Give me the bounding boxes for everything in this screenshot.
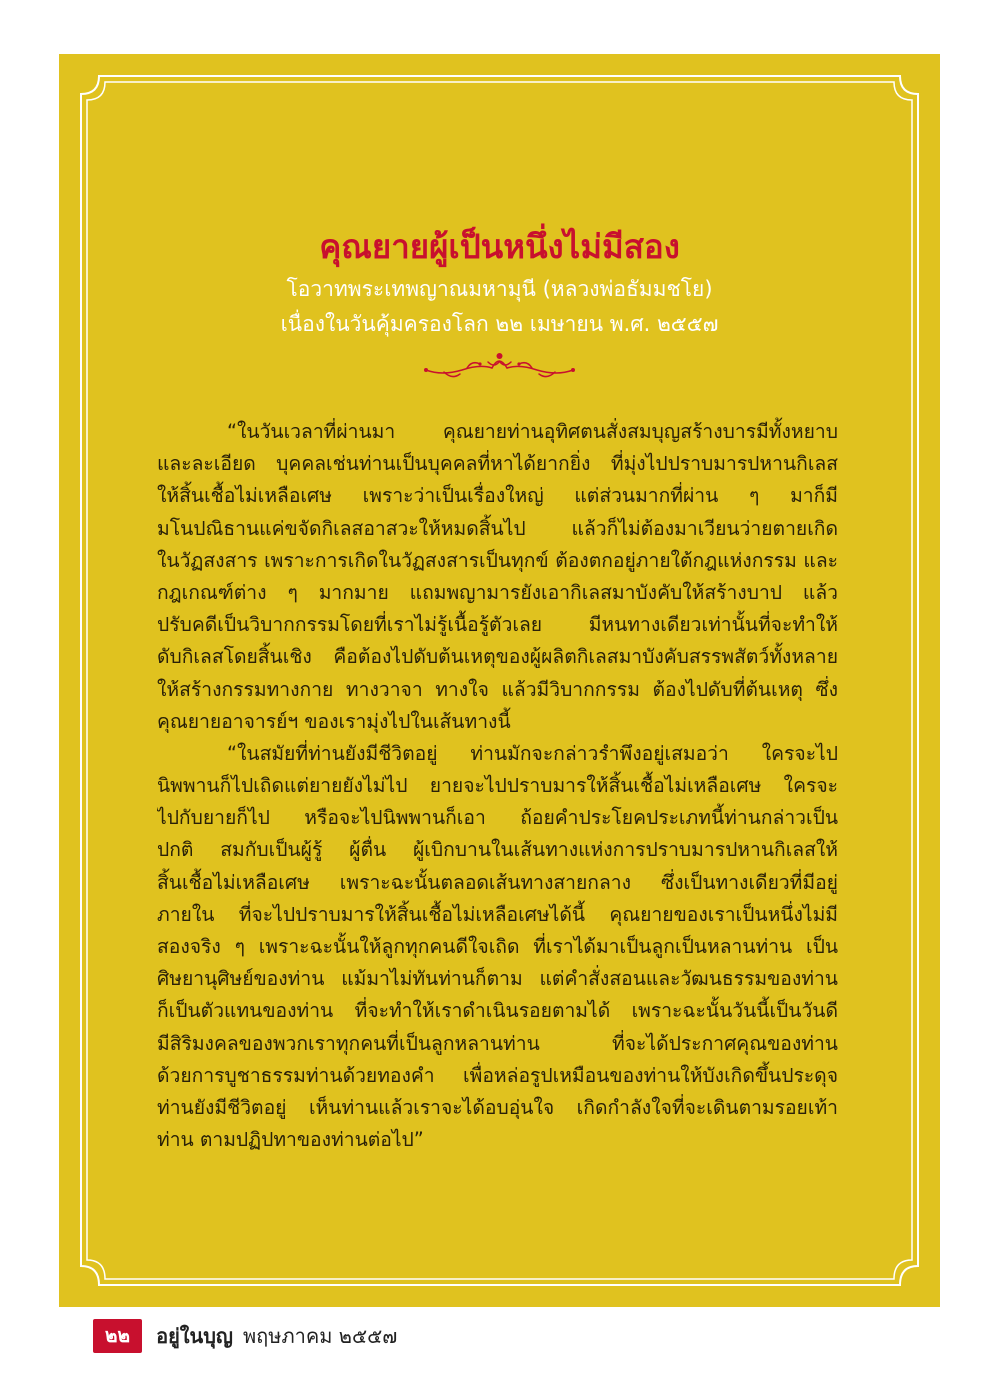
article-title: คุณยายผู้เป็นหนึ่งไม่มีสอง — [319, 227, 680, 266]
body-line: สองจริง ๆ เพราะฉะนั้นให้ลูกทุกคนดีใจเถิด ที่เราได้มาเป็นลูกเป็นหลานท่าน เป็น — [157, 935, 838, 958]
issue-date: พฤษภาคม ๒๕๕๗ — [242, 1324, 398, 1348]
magazine-name: อยู่ในบุญ — [156, 1324, 233, 1348]
article-subtitle-occasion: เนื่องในวันคุ้มครองโลก ๒๒ เมษายน พ.ศ. ๒๕๕๗ — [280, 312, 719, 336]
body-line: คุณยายอาจารย์ฯ ของเรามุ่งไปในเส้นทางนี้ — [157, 709, 511, 733]
body-line: ไปกับยายก็ไป หรือจะไปนิพพานก็เอา ถ้อยคำประโยคประเภทนี้ท่านกล่าวเป็น — [157, 806, 838, 830]
body-line: ท่าน ตามปฏิปทาของท่านต่อไป” — [157, 1128, 424, 1152]
body-line: กฎเกณฑ์ต่าง ๆ มากมาย แถมพญามารยังเอากิเลสมาบังคับให้สร้างบาป แล้ว — [157, 580, 838, 604]
body-line: ในวัฏสงสาร เพราะการเกิดในวัฏสงสารเป็นทุกข์ ต้องตกอยู่ภายใต้กฎแห่งกรรม และ — [157, 548, 838, 572]
body-line: ด้วยการบูชาธรรมท่านด้วยทองคำ เพื่อหล่อรูปเหมือนของท่านให้บังเกิดขึ้นประดุจ — [157, 1063, 838, 1087]
body-line: ศิษยานุศิษย์ของท่าน แม้มาไม่ทันท่านก็ตาม แต่คำสั่งสอนและวัฒนธรรมของท่าน — [157, 967, 838, 991]
body-line: “ในสมัยที่ท่านยังมีชีวิตอยู่ ท่านมักจะกล่าวรำพึงอยู่เสมอว่า ใครจะไป — [227, 741, 838, 765]
body-line: ภายใน ที่จะไปปราบมารให้สิ้นเชื้อไม่เหลือเศษได้นี้ คุณยายของเราเป็นหนึ่งไม่มี — [157, 902, 838, 926]
body-line: ก็เป็นตัวแทนของท่าน ที่จะทำให้เราดำเนินรอยตามได้ เพราะฉะนั้นวันนี้เป็นวันดี — [157, 999, 838, 1023]
article-body — [157, 416, 838, 1156]
body-line: ดับกิเลสโดยสิ้นเชิง คือต้องไปดับต้นเหตุของผู้ผลิตกิเลสมาบังคับสรรพสัตว์ทั้งหลาย — [157, 645, 838, 669]
page-footer — [93, 1322, 397, 1350]
body-line: ท่านยังมีชีวิตอยู่ เห็นท่านแล้วเราจะได้อบอุ่นใจ เกิดกำลังใจที่จะเดินตามรอยเท้า — [157, 1095, 838, 1119]
body-line: นิพพานก็ไปเถิดแต่ยายยังไม่ไป ยายจะไปปราบมารให้สิ้นเชื้อไม่เหลือเศษ ใครจะ — [157, 774, 838, 798]
article-subtitle-author: โอวาทพระเทพญาณมหามุนี (หลวงพ่อธัมมชโย) — [286, 277, 713, 301]
body-line: “ในวันเวลาที่ผ่านมา คุณยายท่านอุทิศตนสั่งสมบุญสร้างบารมีทั้งหยาบ — [227, 420, 838, 443]
body-line: ปกติ สมกับเป็นผู้รู้ ผู้ตื่น ผู้เบิกบานในเส้นทางแห่งการปราบมารปหานกิเลสให้ — [157, 838, 838, 862]
body-line: ปรับคดีเป็นวิบากกรรมโดยที่เราไม่รู้เนื้อรู้ตัวเลย มีหนทางเดียวเท่านั้นที่จะทำให้ — [157, 613, 838, 637]
body-line: ให้สร้างกรรมทางกาย ทางวาจา ทางใจ แล้วมีวิบากกรรม ต้องไปดับที่ต้นเหตุ ซึ่ง — [157, 677, 838, 701]
content-panel — [59, 54, 940, 1307]
body-line: มโนปณิธานแค่ขจัดกิเลสอาสวะให้หมดสิ้นไป แล้วก็ไม่ต้องมาเวียนว่ายตายเกิด — [157, 516, 838, 540]
page-number-badge: ๒๒ — [93, 1319, 142, 1353]
floral-divider-icon — [422, 350, 577, 382]
body-line: สิ้นเชื้อไม่เหลือเศษ เพราะฉะนั้นตลอดเส้นทางสายกลาง ซึ่งเป็นทางเดียวที่มีอยู่ — [157, 870, 838, 894]
body-line: ให้สิ้นเชื้อไม่เหลือเศษ เพราะว่าเป็นเรื่องใหญ่ แต่ส่วนมากที่ผ่าน ๆ มาก็มี — [157, 484, 838, 508]
body-line: และละเอียด บุคคลเช่นท่านเป็นบุคคลที่หาได้ยากยิ่ง ที่มุ่งไปปราบมารปหานกิเลส — [157, 452, 838, 476]
body-line: มีสิริมงคลของพวกเราทุกคนที่เป็นลูกหลานท่าน ที่จะได้ประกาศคุณของท่าน — [157, 1031, 838, 1055]
